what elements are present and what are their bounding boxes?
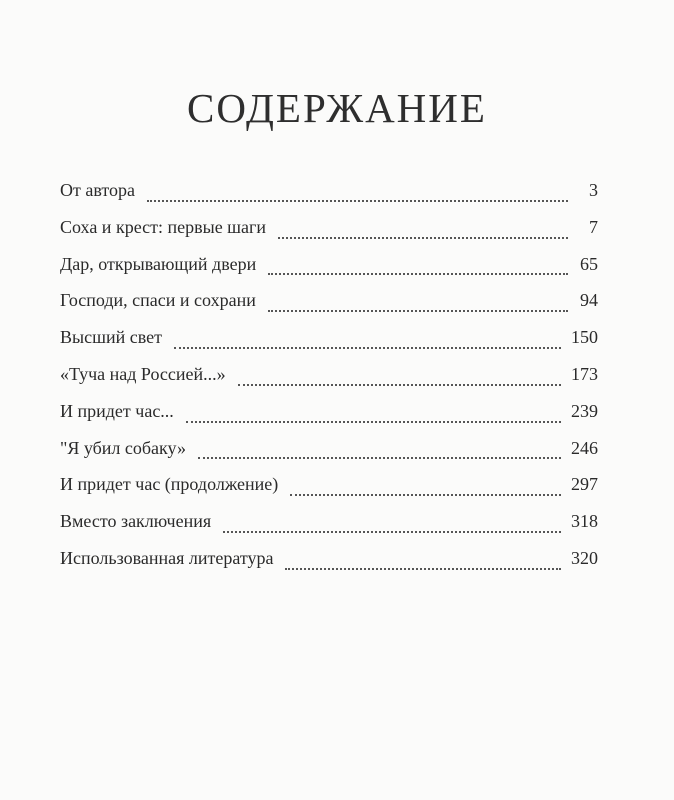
dot-leader — [268, 273, 568, 275]
toc-entry-title: Соха и крест: первые шаги — [60, 216, 267, 237]
toc-entry-title: Вместо заключения — [60, 511, 212, 532]
toc-entry-page: 3 — [589, 180, 598, 200]
toc-entry-page: 7 — [589, 216, 598, 237]
toc-entry-title: Высший свет — [60, 327, 162, 348]
toc-entry — [60, 399, 598, 436]
toc-entry-title: От автора — [60, 180, 136, 200]
dot-leader — [174, 347, 561, 349]
toc-entry-page: 173 — [571, 363, 598, 384]
toc-entry — [60, 472, 598, 509]
toc-entry — [60, 362, 598, 399]
toc-entry-title: Использованная литература — [60, 547, 274, 568]
dot-leader — [147, 200, 568, 202]
dot-leader — [278, 237, 568, 239]
toc-entry — [60, 252, 598, 289]
toc-entry-page: 239 — [571, 400, 598, 421]
toc-entry — [60, 215, 598, 252]
toc-entry-title: "Я убил собаку» — [60, 437, 186, 458]
toc-entry — [60, 178, 598, 215]
page-title: СОДЕРЖАНИЕ — [187, 85, 487, 131]
toc-entry-title: Дар, открывающий двери — [60, 253, 257, 274]
dot-leader — [268, 310, 568, 312]
toc-entry-page: 150 — [571, 327, 598, 348]
dot-leader — [186, 421, 561, 423]
toc-entry-page: 246 — [571, 437, 598, 458]
dot-leader — [238, 384, 561, 386]
toc-entry-title: Господи, спаси и сохрани — [60, 290, 256, 311]
toc-entry-page: 297 — [571, 474, 598, 495]
dot-leader — [290, 494, 561, 496]
toc-entry — [60, 546, 598, 583]
toc-entry-page: 94 — [580, 290, 598, 311]
toc-entry-title: «Туча над Россией...» — [60, 363, 226, 384]
toc-entry-page: 320 — [571, 547, 598, 568]
toc-entry-page: 65 — [580, 253, 598, 274]
dot-leader — [285, 568, 561, 570]
toc-entry-title: И придет час (продолжение) — [60, 474, 279, 495]
toc-entry-title: И придет час... — [60, 400, 174, 421]
toc-entry — [60, 509, 598, 546]
dot-leader — [223, 531, 561, 533]
toc-entry-page: 318 — [571, 511, 598, 532]
table-of-contents — [60, 178, 598, 583]
toc-entry — [60, 288, 598, 325]
toc-entry — [60, 325, 598, 362]
toc-entry — [60, 436, 598, 473]
dot-leader — [198, 457, 561, 459]
